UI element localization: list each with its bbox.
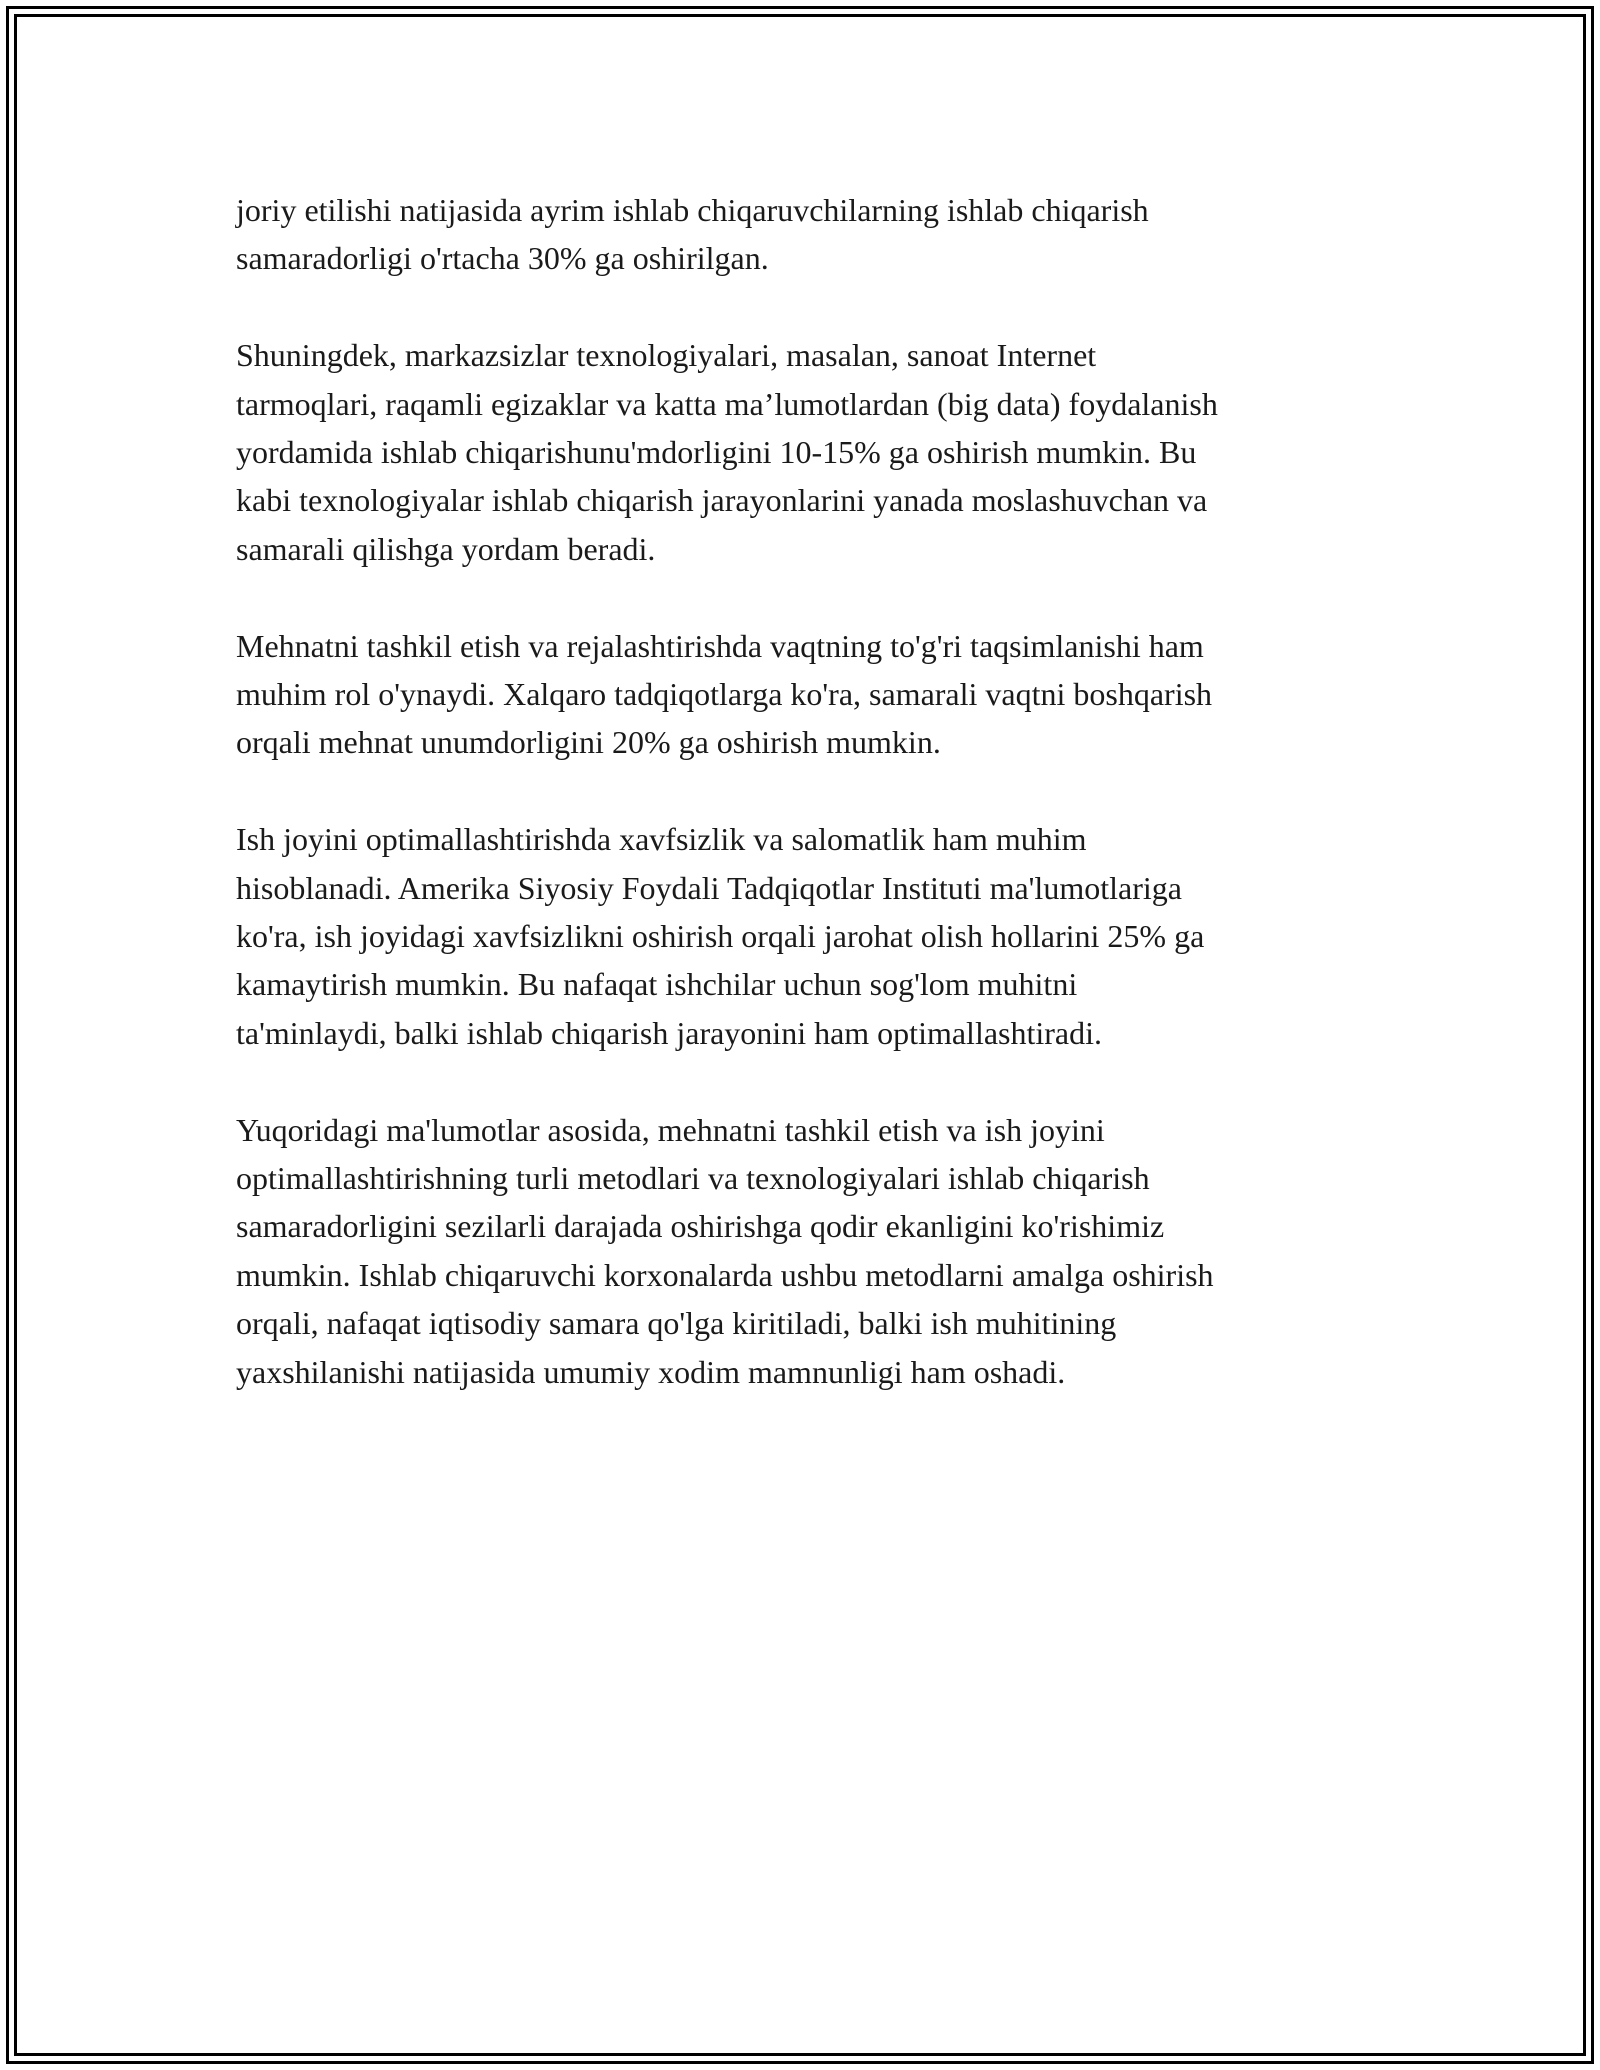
paragraph-2 — [236, 331, 1366, 573]
text-line: joriy etilishi natijasida ayrim ishlab chiqaruvchilarning ishlab chiqarish — [236, 192, 1149, 228]
text-line: hisoblanadi. Amerika Siyosiy Foydali Tadqiqotlar Instituti ma'lumotlariga — [236, 869, 1182, 906]
text-line: Yuqoridagi ma'lumotlar asosida, mehnatni tashkil etish va ish joyini — [236, 1111, 1105, 1148]
text-line: kamaytirish mumkin. Bu nafaqat ishchilar uchun sog'lom muhitni — [236, 966, 1078, 1003]
text-line: ko'ra, ish joyidagi xavfsizlikni oshirish orqali jarohat olish hollarini 25% ga — [236, 918, 1205, 955]
text-line: ta'minlaydi, balki ishlab chiqarish jarayonini ham optimallashtiradi. — [236, 1014, 1103, 1051]
text-line: samaradorligini sezilarli darajada oshirishga qodir ekanligini ko'rishimiz — [236, 1208, 1165, 1245]
text-line: orqali mehnat unumdorligini 20% ga oshirish mumkin. — [236, 724, 941, 761]
text-line: Shuningdek, markazsizlar texnologiyalari, masalan, sanoat Internet — [236, 337, 1097, 374]
text-line: optimallashtirishning turli metodlari va texnologiyalari ishlab chiqarish — [236, 1160, 1150, 1197]
text-line: mumkin. Ishlab chiqaruvchi korxonalarda ushbu metodlarni amalga oshirish — [236, 1256, 1214, 1293]
document-body — [236, 186, 1366, 1444]
text-line: orqali, nafaqat iqtisodiy samara qo'lga kiritiladi, balki ish muhitining — [236, 1305, 1117, 1342]
paragraph-4 — [236, 815, 1366, 1057]
text-line: kabi texnologiyalar ishlab chiqarish jarayonlarini yanada moslashuvchan va — [236, 482, 1208, 519]
text-line: Mehnatni tashkil etish va rejalashtirishda vaqtning to'g'ri taqsimlanishi ham — [236, 627, 1204, 664]
text-line: yaxshilanishi natijasida umumiy xodim mamnunligi ham oshadi. — [236, 1353, 1066, 1390]
paragraph-3 — [236, 622, 1366, 767]
text-line: yordamida ishlab chiqarishunu'mdorligini 10-15% ga oshirish mumkin. Bu — [236, 434, 1197, 471]
paragraph-1 — [236, 186, 1366, 283]
text-line: muhim rol o'ynaydi. Xalqaro tadqiqotlarga ko'ra, samarali vaqtni boshqarish — [236, 676, 1213, 713]
text-line: tarmoqlari, raqamli egizaklar va katta ma’lumotlardan (big data) foydalanish — [236, 385, 1218, 422]
text-line: Ish joyini optimallashtirishda xavfsizlik va salomatlik ham muhim — [236, 821, 1087, 858]
text-line: samaradorligi o'rtacha 30% ga oshirilgan. — [236, 240, 769, 277]
text-line: samarali qilishga yordam beradi. — [236, 530, 656, 567]
paragraph-5 — [236, 1106, 1366, 1396]
